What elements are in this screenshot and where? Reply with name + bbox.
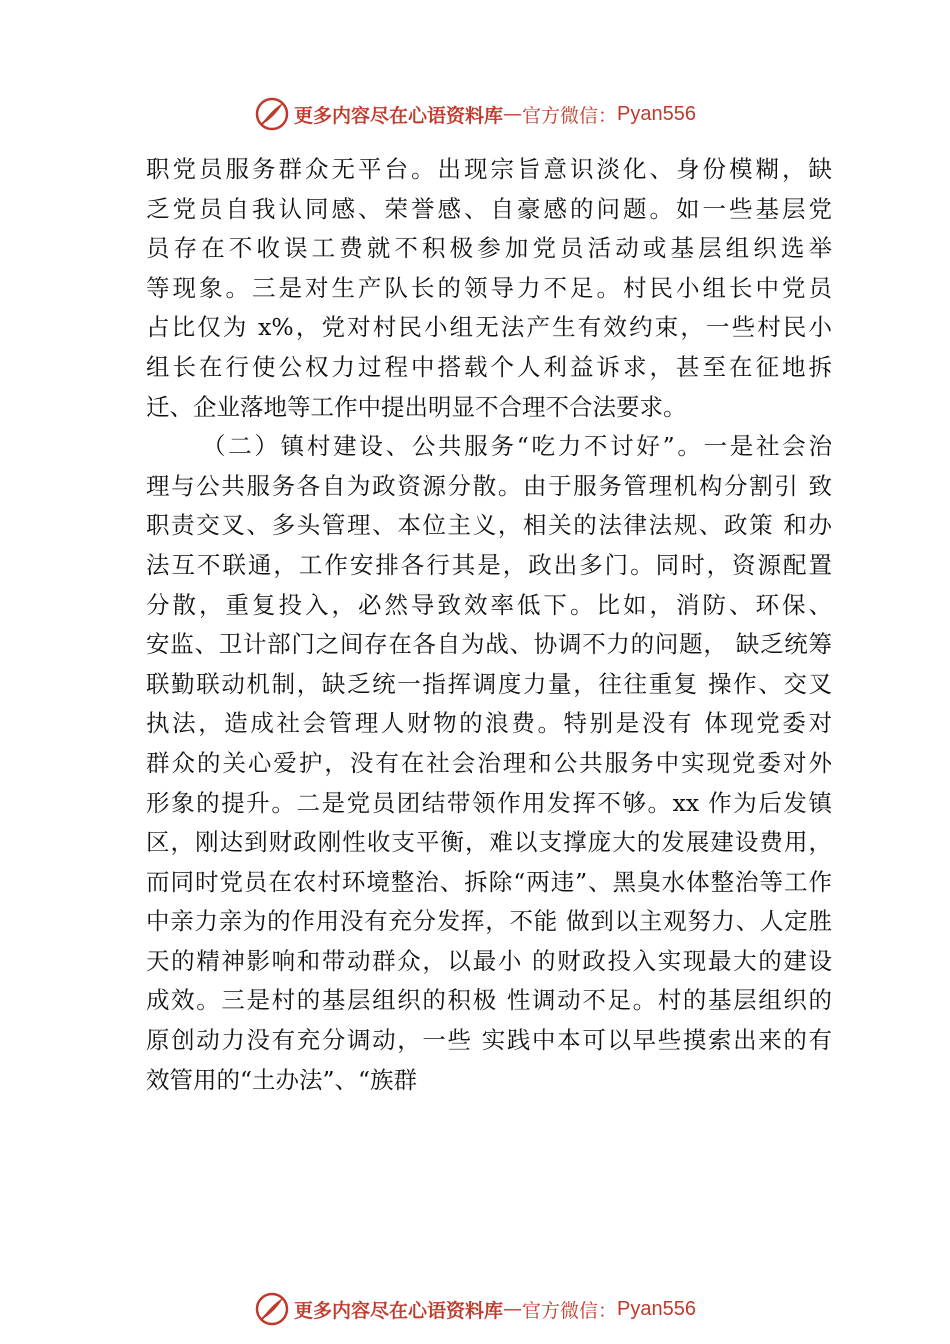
text-line: 理与公共服务各自为政资源分散。由于服务管理机构分割引 致 <box>146 471 832 500</box>
document-body <box>146 150 832 1100</box>
text-line: 联勤联动机制，缺乏统一指挥调度力量，往往重复 操作、交叉 <box>146 669 832 698</box>
banner-dash: — <box>503 103 523 125</box>
text-line: 分散，重复投入，必然导致效率低下。比如，消防、环保、 <box>146 590 832 619</box>
text-line: 原创动力没有充分调动，一些 实践中本可以早些摸索出来的有 <box>146 1026 832 1055</box>
text-line: 员存在不收误工费就不积极参加党员活动或基层组织选举 <box>146 234 832 263</box>
banner-main-text: 更多内容尽在心语资料库 <box>294 104 504 127</box>
text-line: 组长在行使公权力过程中搭载个人利益诉求，甚至在征地拆 <box>146 352 832 381</box>
banner-wechat-id: Pyan556 <box>617 1297 696 1320</box>
banner-main-text: 更多内容尽在心语资料库 <box>294 1299 504 1322</box>
header-banner <box>0 92 950 136</box>
text-line: 职责交叉、多头管理、本位主义，相关的法律法规、政策 和办 <box>146 511 832 540</box>
text-line: 成效。三是村的基层组织的积极 性调动不足。村的基层组织的 <box>146 986 832 1015</box>
banner-dash: — <box>503 1298 523 1320</box>
text-line: 执法，造成社会管理人财物的浪费。特别是没有 体现党委对 <box>146 709 832 738</box>
text-line: 效管用的“土办法”、“族群 <box>146 1065 418 1094</box>
text-line: 法互不联通，工作安排各行其是，政出多门。同时，资源配置 <box>146 550 832 579</box>
text-line: 安监、卫计部门之间存在各自为战、协调不力的问题， 缺乏统筹 <box>146 630 832 659</box>
text-line: 形象的提升。二是党员团结带领作用发挥不够。xx 作为后发镇 <box>146 788 832 817</box>
text-line: 等现象。三是对生产队长的领导力不足。村民小组长中党员 <box>146 273 832 302</box>
text-line: 中亲力亲为的作用没有充分发挥，不能 做到以主观努力、人定胜 <box>146 907 832 936</box>
footer-banner <box>0 1287 950 1331</box>
text-line: 群众的关心爱护，没有在社会治理和公共服务中实现党委对外 <box>146 748 832 777</box>
banner-wechat-label: 官方微信： <box>522 104 618 127</box>
banner-wechat-label: 官方微信： <box>522 1299 618 1322</box>
text-line: 职党员服务群众无平台。出现宗旨意识淡化、身份模糊，缺 <box>146 155 832 183</box>
text-line: 乏党员自我认同感、荣誉感、自豪感的问题。如一些基层党 <box>146 194 832 223</box>
quill-logo-icon <box>254 96 290 132</box>
text-line: 而同时党员在农村环境整治、拆除“两违”、黑臭水体整治等工作 <box>146 867 832 896</box>
text-line: 区，刚达到财政刚性收支平衡，难以支撑庞大的发展建设费用， <box>146 828 832 857</box>
text-line: 占比仅为 x%，党对村民小组无法产生有效约束，一些村民小 <box>146 313 832 342</box>
text-line: （二）镇村建设、公共服务“吃力不讨好”。一是社会治 <box>202 432 832 461</box>
banner-wechat-id: Pyan556 <box>617 102 696 125</box>
text-line: 天的精神影响和带动群众，以最小 的财政投入实现最大的建设 <box>146 946 832 975</box>
text-line: 迁、企业落地等工作中提出明显不合理不合法要求。 <box>146 392 687 421</box>
quill-logo-icon <box>254 1291 290 1327</box>
